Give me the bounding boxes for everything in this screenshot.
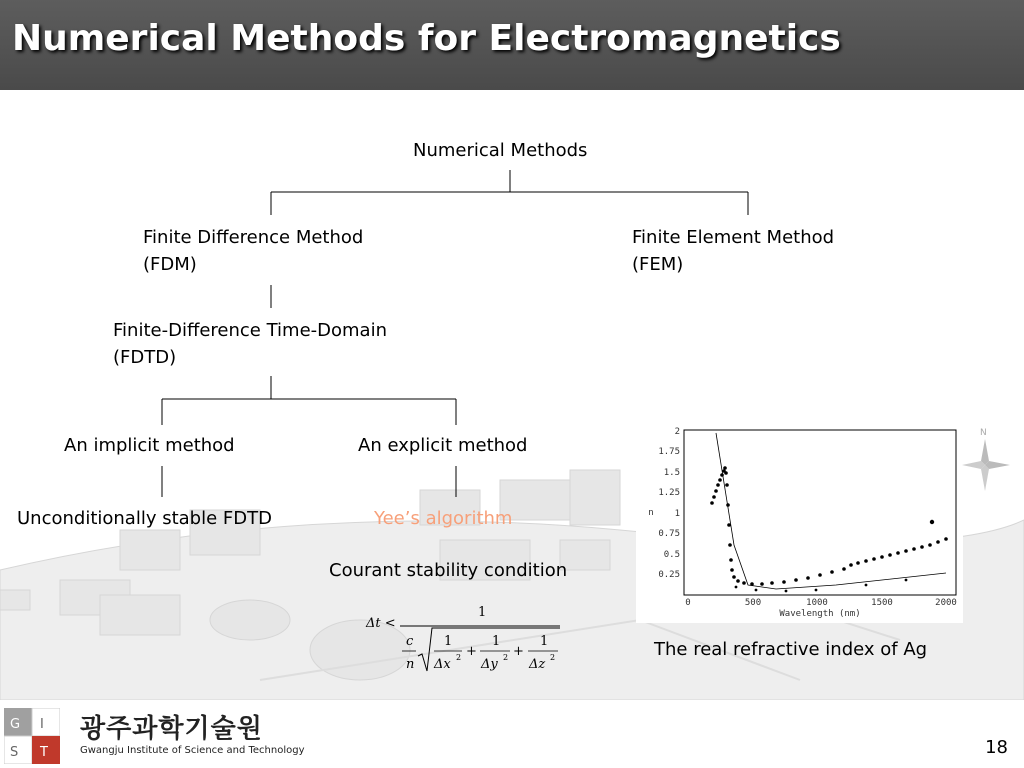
root-node-label: Numerical Methods xyxy=(413,140,588,161)
fdtd-node-label: Finite-Difference Time-Domain xyxy=(113,320,387,341)
formula-numerator: 1 xyxy=(478,605,487,620)
formula-dx: Δx xyxy=(434,657,451,672)
formula-one-z: 1 xyxy=(540,634,549,649)
y-tick-labels xyxy=(658,427,680,580)
y-tick: 1 xyxy=(674,509,680,519)
formula-sq-z: 2 xyxy=(550,653,556,662)
plot-caption: The real refractive index of Ag xyxy=(654,639,928,660)
x-axis-label: Wavelength (nm) xyxy=(779,609,861,619)
fdtd-node-abbrev: (FDTD) xyxy=(113,347,177,368)
x-tick: 1000 xyxy=(806,598,828,608)
formula-n: n xyxy=(406,657,415,672)
y-tick: 1.75 xyxy=(658,447,680,457)
courant-formula xyxy=(360,598,565,678)
gist-logo-icon xyxy=(4,708,60,764)
implicit-description: Unconditionally stable FDTD xyxy=(17,508,272,529)
svg-text:T: T xyxy=(40,745,48,760)
y-tick: 2 xyxy=(674,427,680,437)
y-tick: 1.5 xyxy=(663,468,680,478)
y-tick: 0.5 xyxy=(663,550,680,560)
fem-node-label: Finite Element Method xyxy=(632,227,835,248)
institute-name-english: Gwangju Institute of Science and Technology xyxy=(80,745,305,756)
stability-condition-label: Courant stability condition xyxy=(329,560,568,581)
explicit-node-label: An explicit method xyxy=(358,435,528,456)
svg-text:S: S xyxy=(10,745,19,760)
svg-text:G: G xyxy=(10,717,21,732)
x-tick-labels xyxy=(685,598,957,608)
fdm-node-label: Finite Difference Method xyxy=(143,227,364,248)
compass-icon xyxy=(960,425,1020,505)
formula-sq-x: 2 xyxy=(456,653,462,662)
formula-c: c xyxy=(406,634,414,649)
fem-node-abbrev: (FEM) xyxy=(632,254,684,275)
formula-one-y: 1 xyxy=(492,634,501,649)
page-number: 18 xyxy=(985,737,1008,758)
plot-frame xyxy=(684,430,956,595)
formula-sq-y: 2 xyxy=(503,653,509,662)
formula-lhs: Δt < xyxy=(366,616,396,631)
slide-title: Numerical Methods for Electromagnetics xyxy=(12,18,841,59)
formula-one-x: 1 xyxy=(444,634,453,649)
y-axis-label: n xyxy=(648,508,654,518)
refractive-index-plot xyxy=(636,425,963,623)
x-tick: 500 xyxy=(744,598,762,608)
x-tick: 0 xyxy=(685,598,691,608)
formula-dy: Δy xyxy=(481,657,498,672)
y-tick: 0.25 xyxy=(658,570,680,580)
formula-plus-2: + xyxy=(513,644,524,659)
y-tick: 0.75 xyxy=(658,529,680,539)
institute-name-korean: 광주과학기술원 xyxy=(80,714,263,744)
formula-dz: Δz xyxy=(529,657,546,672)
fdm-node-abbrev: (FDM) xyxy=(143,254,197,275)
svg-text:N: N xyxy=(980,428,987,438)
x-tick: 1500 xyxy=(871,598,893,608)
svg-text:I: I xyxy=(40,717,44,732)
explicit-description: Yee’s algorithm xyxy=(374,508,513,529)
y-tick: 1.25 xyxy=(658,488,680,498)
formula-plus-1: + xyxy=(466,644,477,659)
implicit-node-label: An implicit method xyxy=(64,435,235,456)
x-tick: 2000 xyxy=(935,598,957,608)
